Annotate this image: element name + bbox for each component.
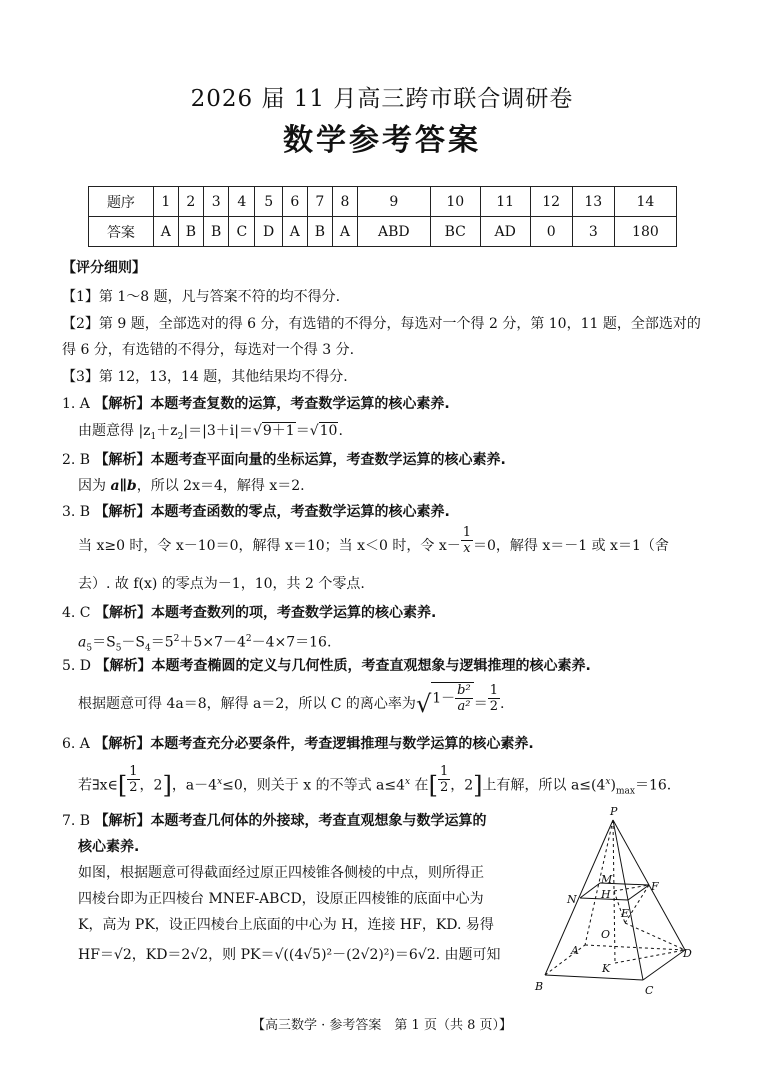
q1-t4: 2	[177, 431, 184, 442]
q4-tag: 【解析】	[94, 605, 151, 621]
answer-cell: ABD	[357, 217, 430, 247]
q1-t9: √	[309, 423, 319, 439]
q6-t5: ≤0，则关于 x 的不等式 a≤4	[222, 777, 406, 794]
q4-t1: a	[78, 634, 87, 651]
question-number-cell: 11	[480, 187, 530, 217]
q5-label: 5. D	[62, 658, 92, 674]
q4-t10: 2	[245, 634, 252, 644]
q3-label: 3. B	[62, 504, 91, 520]
q1-body	[78, 421, 343, 447]
q6-num2: 1	[439, 764, 449, 780]
q3-body2: 去）. 故 f(x) 的零点为－1，10，共 2 个零点.	[78, 576, 365, 592]
q5-radicand	[431, 682, 473, 714]
q1-t7: 9＋1	[262, 423, 295, 439]
q6-t1: 若∃x∈	[78, 777, 118, 794]
answer-cell: A	[282, 217, 307, 247]
q2-t1: 因为	[78, 478, 111, 494]
question-number-cell: 4	[229, 187, 255, 217]
q7-head2: 核心素养.	[78, 839, 140, 855]
q6-lb1: [	[117, 771, 128, 800]
question-number-row	[89, 187, 677, 217]
answer-cell: D	[255, 217, 282, 247]
label-a: A	[571, 944, 579, 957]
q4-t4: 5	[115, 643, 122, 654]
q5-t1: 根据题意可得 4a＝8，解得 a＝2，所以 C 的离心率为	[78, 696, 416, 712]
q6-t8: ，2	[450, 777, 474, 794]
q6-den1: 2	[129, 780, 138, 796]
q3-den: x	[463, 540, 471, 556]
q6-heading	[62, 734, 534, 754]
q2-label: 2. B	[62, 452, 91, 468]
q6-t4: x	[217, 777, 223, 787]
label-e: E	[621, 907, 630, 920]
answer-cell: AD	[480, 217, 530, 247]
q1-head: 本题考查复数的运算，考查数学运算的核心素养.	[150, 396, 450, 412]
answer-table	[88, 186, 677, 247]
q7-heading	[62, 811, 487, 831]
grading-heading: 【评分细则】	[62, 260, 146, 276]
q5-heading	[62, 656, 591, 676]
q3-num: 1	[462, 524, 471, 540]
page-title: 2026 届 11 月高三跨市联合调研卷	[190, 86, 574, 112]
row-label-number: 题序	[89, 187, 154, 217]
q7-line2: 四棱台即为正四棱台 MNEF-ABCD，设原正四棱锥的底面中心为	[78, 891, 484, 907]
q5-t4: ＝	[473, 696, 488, 712]
q5-num2: 1	[489, 682, 498, 698]
label-f: F	[651, 880, 659, 893]
question-number-cell: 9	[357, 187, 430, 217]
q2-tag: 【解析】	[94, 452, 151, 468]
q3-body1	[78, 524, 669, 556]
question-number-cell: 5	[255, 187, 282, 217]
q4-head: 本题考查数列的项，考查数学运算的核心素养.	[150, 605, 437, 621]
label-m: M	[601, 873, 613, 886]
question-number-cell: 8	[332, 187, 357, 217]
q3-t2: ＝0，解得 x＝－1 或 x＝1（舍	[473, 538, 669, 554]
question-number-cell: 13	[572, 187, 614, 217]
q7-head1: 本题考查几何体的外接球，考查直观想象与数学运算的	[150, 813, 487, 829]
q1-t6: √	[252, 423, 262, 439]
q6-t12: max	[615, 786, 635, 797]
grading-rule-1: 【1】第 1～8 题，凡与答案不符的均不得分.	[62, 289, 341, 305]
q4-t8: 2	[173, 634, 180, 644]
q6-rb2: ]	[473, 771, 483, 800]
q7-line1: 如图，根据题意可得截面经过原正四棱锥各侧棱的中点，则所得正	[78, 865, 484, 881]
q5-den2: 2	[489, 698, 498, 714]
q7-tag: 【解析】	[94, 813, 151, 829]
q7-line4: HF＝√2，KD＝2√2，则 PK＝√((4√5)²－(2√2)²)＝6√2. 由题可知	[78, 947, 501, 963]
answer-cell: 3	[572, 217, 614, 247]
q4-heading	[62, 603, 436, 623]
row-label-answer: 答案	[89, 217, 154, 247]
label-d: D	[683, 947, 692, 960]
q6-fraction2	[438, 764, 450, 795]
answer-row	[89, 217, 677, 247]
q6-label: 6. A	[62, 736, 90, 752]
q1-heading	[62, 394, 450, 414]
q6-t7: 在	[410, 777, 429, 794]
q6-body	[78, 764, 672, 801]
question-number-cell: 6	[282, 187, 307, 217]
answer-cell: BC	[430, 217, 480, 247]
q6-t2: ，2	[139, 777, 163, 794]
q5-fraction1	[455, 683, 473, 714]
q1-t5: |＝|3＋i|＝	[183, 423, 253, 439]
pyramid-figure	[525, 805, 700, 1000]
q5-den1: a²	[457, 699, 471, 714]
grading-rule-2b: 得 6 分，有选错的不得分，每选对一个得 3 分.	[62, 342, 355, 358]
q7-line3: K，高为 PK，设正四棱台上底面的中心为 H，连接 HF，KD. 易得	[78, 917, 494, 933]
label-b: B	[535, 980, 544, 993]
q6-t9: 上有解，所以 a≤(4	[482, 777, 606, 794]
question-number-cell: 1	[153, 187, 178, 217]
q1-label: 1. A	[62, 396, 90, 412]
q1-t11: .	[338, 423, 343, 439]
q1-t2: 1	[150, 431, 157, 442]
q4-t11: －4×7＝16.	[251, 634, 332, 651]
q1-t8: ＝	[295, 423, 310, 439]
q4-t7: ＝5	[150, 634, 174, 651]
q4-t2: 5	[86, 643, 93, 654]
q2-heading	[62, 450, 506, 470]
q4-t5: －S	[121, 634, 146, 651]
q5-fraction2	[488, 683, 500, 714]
q6-t6: x	[405, 777, 411, 787]
label-h: H	[601, 888, 611, 901]
q5-num1: b²	[457, 683, 471, 698]
question-number-cell: 2	[178, 187, 203, 217]
q4-t3: ＝S	[92, 634, 116, 651]
grading-rule-2a: 【2】第 9 题，全部选对的得 6 分，有选错的不得分，每选对一个得 2 分，第 10，11 题，全部选对的	[62, 316, 701, 332]
q6-head: 本题考查充分必要条件，考查逻辑推理与数学运算的核心素养.	[150, 736, 534, 752]
label-p: P	[610, 805, 618, 818]
q2-body	[78, 476, 305, 496]
q6-t10: x	[605, 777, 611, 787]
q3-t1: 当 x≥0 时，令 x－10＝0，解得 x＝10；当 x＜0 时，令 x－	[78, 538, 461, 554]
q6-t13: ＝16.	[634, 777, 672, 794]
q1-t3: ＋z	[156, 423, 178, 439]
answer-cell: B	[307, 217, 332, 247]
q6-t3: ，a－4	[171, 777, 218, 794]
q4-t9: ＋5×7－4	[179, 634, 246, 651]
q5-t5: .	[499, 696, 505, 712]
q6-tag: 【解析】	[94, 736, 151, 752]
q6-t11: )	[610, 777, 616, 794]
q2-t3: ，所以 2x＝4，解得 x＝2.	[136, 478, 305, 494]
question-number-cell: 10	[430, 187, 480, 217]
question-number-cell: 14	[614, 187, 676, 217]
grading-rule-3: 【3】第 12，13，14 题，其他结果均不得分.	[62, 369, 348, 385]
answer-cell: C	[229, 217, 255, 247]
question-number-cell: 12	[530, 187, 572, 217]
q3-fraction	[461, 525, 473, 556]
q2-head: 本题考查平面向量的坐标运算，考查数学运算的核心素养.	[150, 452, 506, 468]
question-number-cell: 7	[307, 187, 332, 217]
q3-head: 本题考查函数的零点，考查数学运算的核心素养.	[150, 504, 450, 520]
q6-rb1: ]	[162, 771, 172, 800]
q4-body	[78, 629, 331, 658]
q5-t2: √	[415, 690, 432, 718]
q1-t10: 10	[319, 423, 338, 439]
q6-lb2: [	[428, 771, 438, 800]
answer-cell: B	[204, 217, 229, 247]
label-k: K	[602, 962, 611, 975]
label-c: C	[645, 984, 654, 997]
q2-t2: a∥b	[110, 478, 137, 494]
q3-heading	[62, 502, 450, 522]
q5-body	[78, 682, 505, 718]
answer-cell: A	[332, 217, 357, 247]
q4-label: 4. C	[62, 605, 91, 621]
answer-cell: A	[153, 217, 178, 247]
q6-den2: 2	[439, 780, 449, 796]
page-footer: 【高三数学 · 参考答案 第 1 页（共 8 页）】	[252, 1018, 512, 1033]
label-n: N	[567, 893, 577, 906]
q1-tag: 【解析】	[94, 396, 151, 412]
q6-num1: 1	[129, 764, 138, 780]
q5-t3: 1－	[432, 690, 456, 707]
q3-tag: 【解析】	[94, 504, 151, 520]
label-o: O	[601, 928, 611, 941]
q5-tag: 【解析】	[95, 658, 152, 674]
answer-cell: 0	[530, 217, 572, 247]
q6-fraction1	[127, 764, 139, 795]
answer-cell: B	[178, 217, 203, 247]
q5-head: 本题考查椭圆的定义与几何性质，考查直观想象与逻辑推理的核心素养.	[151, 658, 591, 674]
question-number-cell: 3	[204, 187, 229, 217]
q1-t1: 由题意得 |z	[78, 423, 151, 439]
q4-t6: 4	[145, 643, 151, 654]
page-subtitle: 数学参考答案	[283, 123, 481, 158]
answer-cell: 180	[614, 217, 676, 247]
q7-label: 7. B	[62, 813, 91, 829]
